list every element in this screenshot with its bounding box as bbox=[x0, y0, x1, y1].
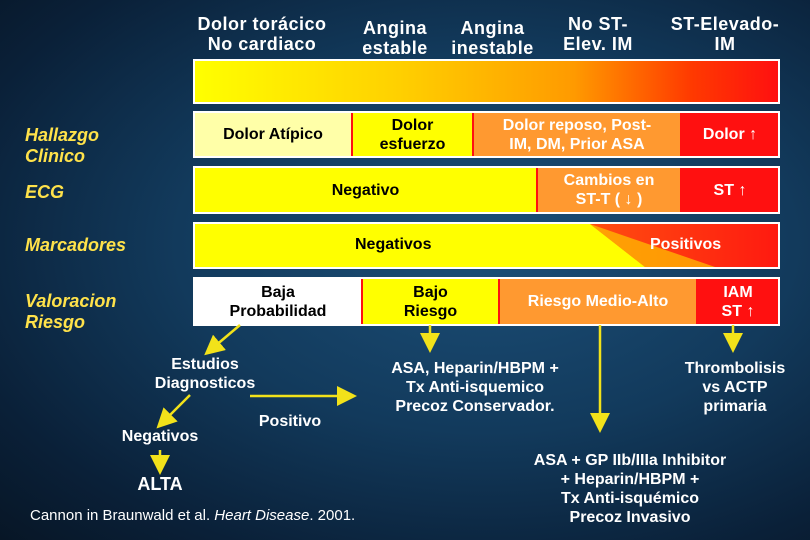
positivo-label: Positivo bbox=[258, 413, 322, 430]
header-no-cardiaco: Dolor torácico No cardiaco bbox=[197, 14, 327, 54]
riesgo-baja-label: Baja Probabilidad bbox=[229, 283, 327, 320]
clinico-dolor-esfuerzo-label: Dolor esfuerzo bbox=[379, 116, 446, 153]
clinico-dolor-reposo-label: Dolor reposo, Post- IM, DM, Prior ASA bbox=[502, 116, 652, 153]
citation bbox=[30, 507, 355, 524]
riesgo-medio-alto-label: Riesgo Medio-Alto bbox=[527, 293, 669, 310]
alta-label: ALTA bbox=[137, 474, 183, 494]
row-label-marcadores: Marcadores bbox=[25, 235, 127, 255]
ecg-negativo-label: Negativo bbox=[331, 181, 400, 199]
row-label-valoracion: Valoracion Riesgo bbox=[25, 291, 117, 332]
marcadores-positivos: Positivos bbox=[650, 236, 722, 253]
invasivo-treatment: ASA + GP IIb/IIIa Inhibitor + Heparin/HBPM + Tx Anti-isquémico Precoz Invasivo bbox=[533, 452, 727, 526]
header-angina-estable: Angina estable bbox=[362, 18, 428, 58]
riesgo-bajo-label: Bajo Riesgo bbox=[403, 283, 458, 320]
riesgo-iam-label: IAM ST ↑ bbox=[721, 283, 755, 320]
thrombolisis-treatment: Thrombolisis vs ACTP primaria bbox=[684, 360, 786, 415]
citation-suffix: . 2001. bbox=[309, 507, 356, 524]
negativos-label: Negativos bbox=[121, 428, 199, 445]
citation-title: Heart Disease bbox=[214, 507, 310, 524]
clinico-dolor-up-label: Dolor ↑ bbox=[702, 126, 758, 143]
arrow-to-negativos bbox=[160, 395, 190, 425]
conservador-treatment: ASA, Heparin/HBPM + Tx Anti-isquemico Precoz Conservador. bbox=[391, 360, 559, 415]
row-label-hallazgo: Hallazgo Clinico bbox=[25, 125, 100, 166]
clinico-dolor-atipico-label: Dolor Atípico bbox=[223, 126, 323, 143]
citation-prefix: Cannon in Braunwald et al. bbox=[30, 507, 215, 524]
header-st-elevado-im: ST-Elevado- IM bbox=[670, 14, 780, 54]
header-no-st-elev-im: No ST- Elev. IM bbox=[563, 14, 633, 54]
arrow-to-estudios bbox=[208, 325, 240, 352]
ecg-cambios-label: Cambios en ST-T ( ↓ ) bbox=[563, 172, 655, 208]
row-label-ecg: ECG bbox=[25, 182, 65, 202]
ecg-st-up-label: ST ↑ bbox=[713, 181, 747, 199]
marcadores-negativos: Negativos bbox=[355, 236, 432, 253]
estudios-diagnosticos: Estudios Diagnosticos bbox=[154, 356, 256, 392]
header-angina-inestable: Angina inestable bbox=[451, 18, 534, 58]
